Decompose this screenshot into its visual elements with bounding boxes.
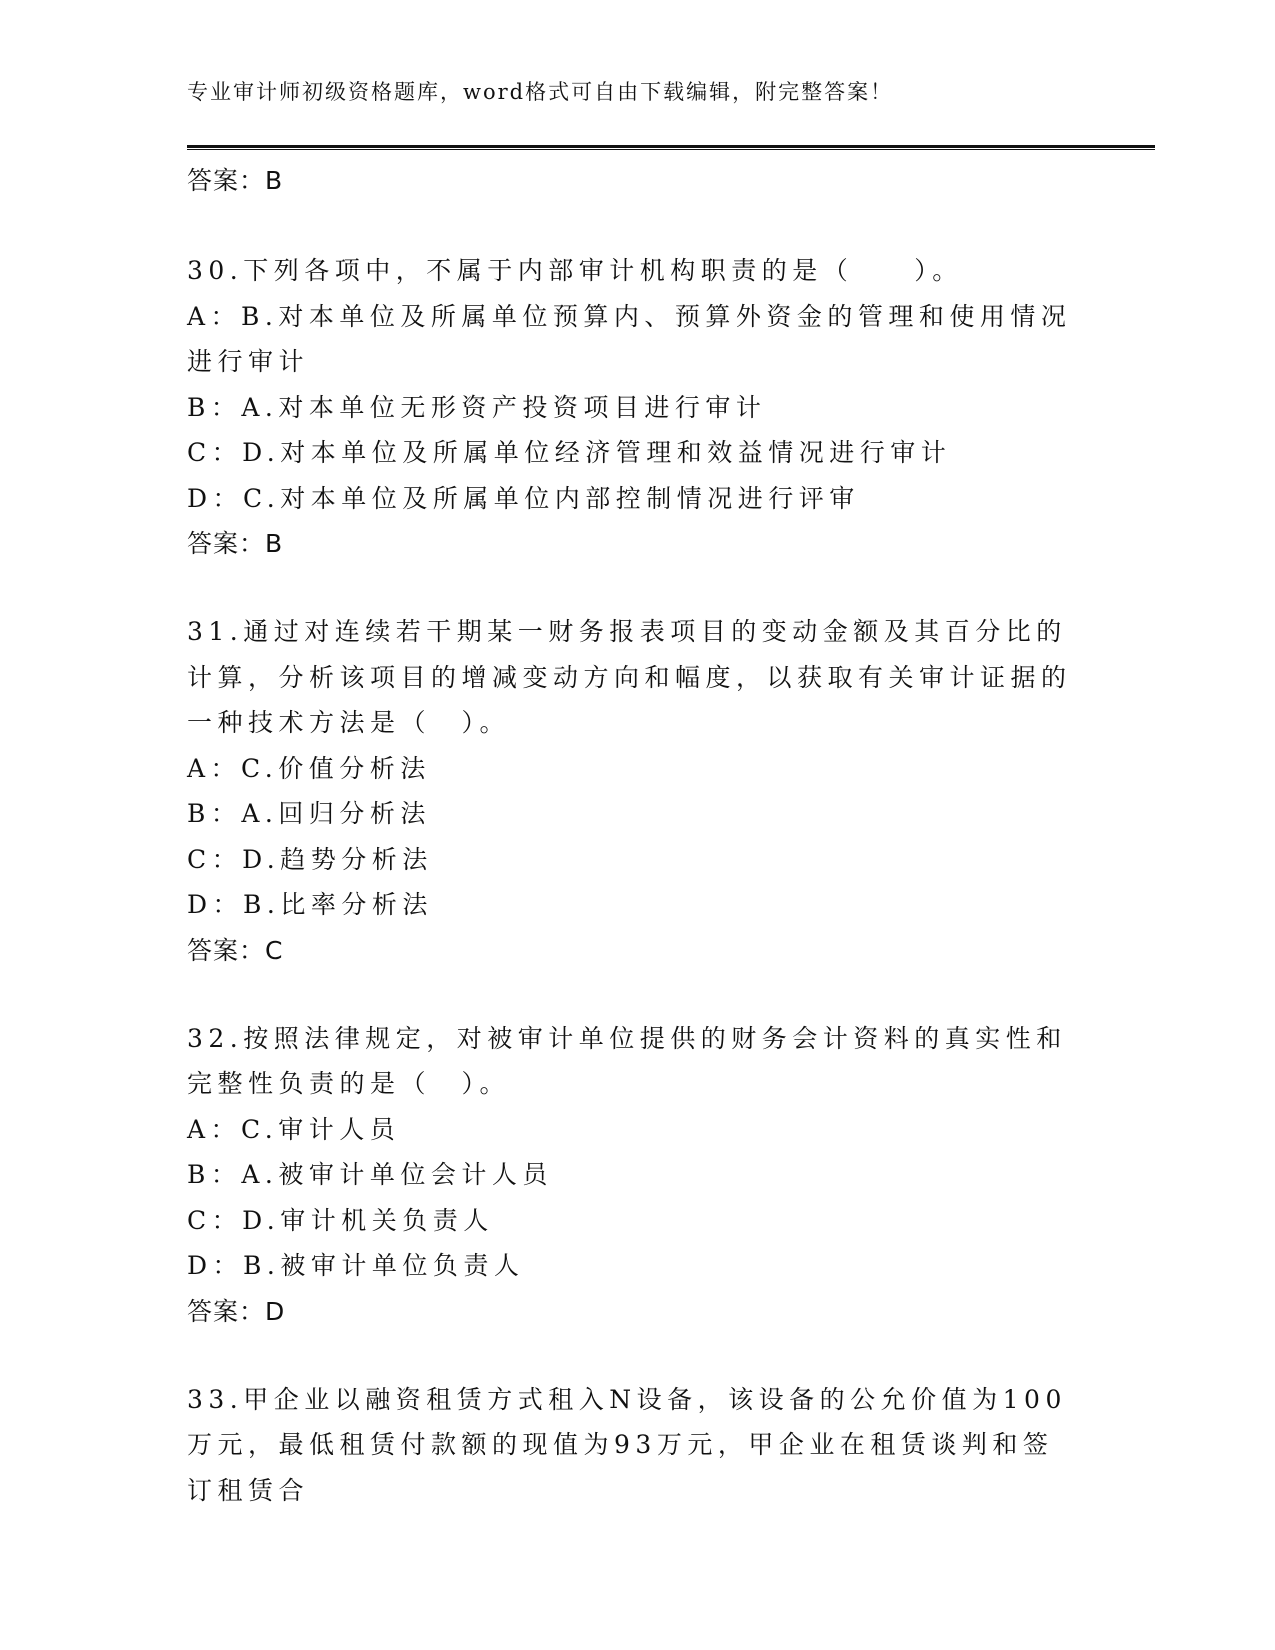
option-d: D：B.比率分析法 <box>187 890 433 919</box>
option-d: D：C.对本单位及所属单位内部控制情况进行评审 <box>187 483 860 513</box>
question-31 <box>187 609 1077 974</box>
option-b: B：A.对本单位无形资产投资项目进行审计 <box>187 392 767 422</box>
option-c: C：D.审计机关负责人 <box>187 1205 494 1235</box>
option-d: D：B.被审计单位负责人 <box>187 1251 525 1280</box>
question-32 <box>187 1016 1077 1335</box>
option-a: A：C.价值分析法 <box>187 753 431 783</box>
document-body <box>187 158 1077 1513</box>
answer-line: 答案：D <box>187 1296 286 1326</box>
page-header: 专业审计师初级资格题库，word格式可自由下载编辑，附完整答案！ <box>187 80 894 104</box>
option-a: A：B.对本单位及所属单位预算内、预算外资金的管理和使用情况进行审计 <box>187 301 1072 376</box>
question-stem: 31.通过对连续若干期某一财务报表项目的变动金额及其百分比的计算，分析该项目的增减变动方向和幅度，以获取有关审计证据的一种技术方法是（ ）。 <box>187 617 1072 737</box>
question-33 <box>187 1377 1077 1514</box>
answer-line: 答案：B <box>187 529 284 558</box>
option-a: A：C.审计人员 <box>187 1114 401 1144</box>
question-stem: 32.按照法律规定，对被审计单位提供的财务会计资料的真实性和完整性负责的是（ ）。 <box>187 1023 1067 1098</box>
option-b: B：A.被审计单位会计人员 <box>187 1160 553 1189</box>
answer-line: 答案：C <box>187 935 284 965</box>
option-c: C：D.对本单位及所属单位经济管理和效益情况进行审计 <box>187 438 952 467</box>
question-stem: 30.下列各项中，不属于内部审计机构职责的是（ ）。 <box>187 256 963 285</box>
answer-line: 答案：B <box>187 166 284 195</box>
option-c: C：D.趋势分析法 <box>187 844 433 874</box>
question-30 <box>187 248 1077 567</box>
header-divider <box>187 145 1155 150</box>
option-b: B：A.回归分析法 <box>187 799 431 828</box>
question-stem: 33.甲企业以融资租赁方式租入N设备，该设备的公允价值为100万元，最低租赁付款额的现值为93万元，甲企业在租赁谈判和签订租赁合 <box>187 1384 1067 1505</box>
